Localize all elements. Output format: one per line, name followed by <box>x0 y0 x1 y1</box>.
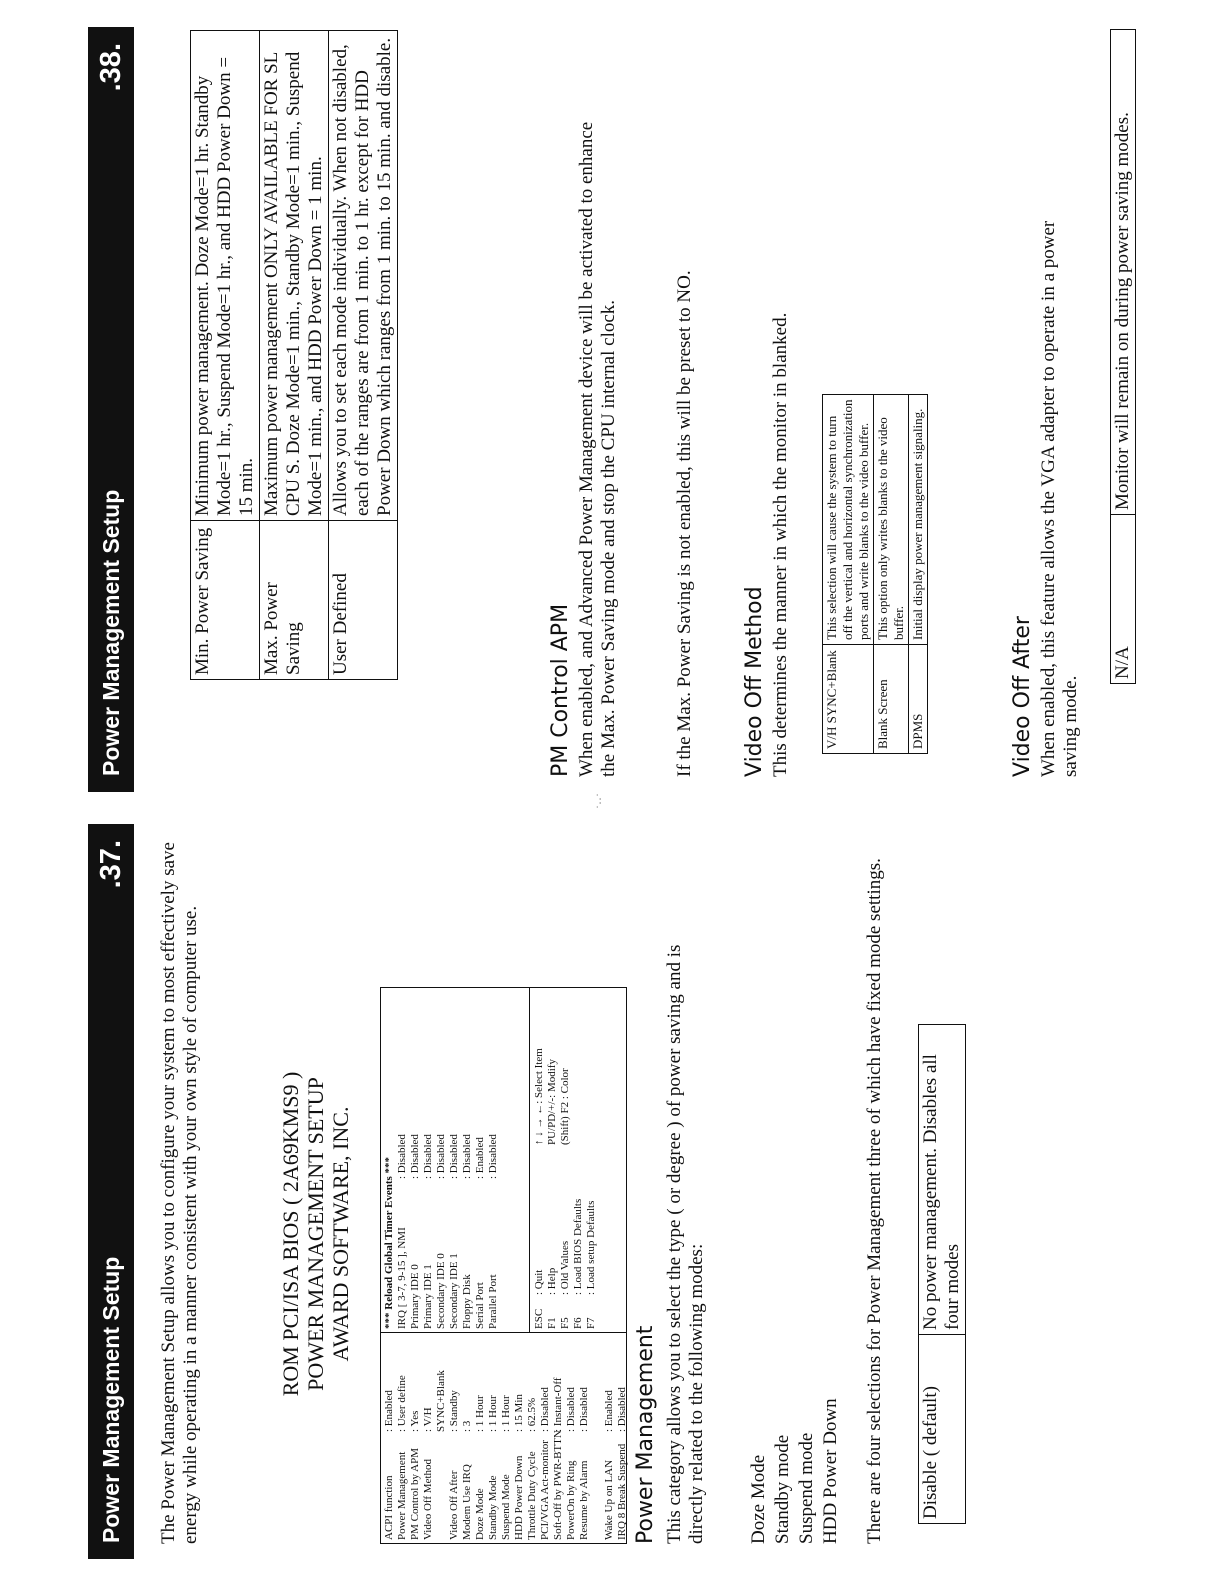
bios-setting-value: : Instant-Off <box>552 1377 564 1432</box>
table-row <box>329 31 398 680</box>
voa-paragraph: When enabled, this feature allows the VGA adapter to operate in a power saving mode. <box>1038 220 1081 777</box>
bios-event-value: : Disabled <box>448 1134 460 1179</box>
bios-key-row <box>572 991 585 1329</box>
bios-setting-name: HDD Power Down <box>513 1455 525 1540</box>
bios-setting-name: Video Off After <box>448 1470 460 1540</box>
bios-setting-row <box>500 1336 513 1540</box>
bios-event-name: Parallel Port <box>487 1274 499 1329</box>
bios-event-value: : Disabled <box>435 1134 447 1179</box>
bios-key: F7 <box>585 1317 597 1329</box>
bios-event-value: : Disabled <box>409 1134 421 1179</box>
bios-setting-row <box>616 1336 629 1540</box>
bios-key: F5 <box>559 1317 571 1329</box>
bios-setting-row <box>565 1336 578 1540</box>
bios-event-value: : Disabled <box>487 1134 499 1179</box>
option-cell: Max. Power Saving <box>260 521 329 680</box>
bios-key-action: : Load BIOS Defaults <box>572 1198 584 1295</box>
table-row <box>909 395 928 754</box>
bios-event-row <box>448 991 461 1329</box>
bios-title <box>278 1064 353 1404</box>
bios-event-name: Primary IDE 1 <box>422 1264 434 1329</box>
bios-setting-value: : Yes <box>409 1410 421 1432</box>
bios-key-extra: ↑ ↓ → ←: Select Item <box>533 1048 545 1145</box>
intro-paragraph: The Power Management Setup allows you to configure your system to most effectively save energy while operating in a manner consistent with your own style of computer use. <box>158 842 201 1544</box>
bios-key: ESC <box>533 1308 545 1329</box>
bios-setting-value: : Disabled <box>539 1387 551 1432</box>
table-row <box>874 395 909 754</box>
bios-setting-row <box>422 1336 435 1540</box>
scan-mark: ·‥· <box>590 792 604 809</box>
mode-item: Suspend mode <box>796 1432 817 1544</box>
option-cell: Blank Screen <box>874 645 909 754</box>
bios-setting-value: : 1 Hour <box>500 1395 512 1432</box>
description-cell: This option only writes blanks to the video buffer. <box>874 395 909 645</box>
bios-setting-row <box>474 1336 487 1540</box>
bios-setting-name: IRQ 8 Break Suspend <box>616 1443 629 1540</box>
bios-setting-row <box>396 1336 409 1540</box>
bios-setting-value: : 15 Min <box>513 1394 525 1432</box>
bios-setting-value: : 1 Hour <box>474 1395 486 1432</box>
description-cell: Maximum power management ONLY AVAILABLE FOR SL CPU S. Doze Mode=1 min., Standby Mode=1 min., Suspend Mode=1 min., and HDD Power Down = 1 min. <box>260 31 329 521</box>
bios-event-name: Secondary IDE 1 <box>448 1253 460 1329</box>
option-cell: Min. Power Saving <box>191 521 260 680</box>
page-37 <box>0 792 1224 1584</box>
bios-event-name: IRQ [ 3-7, 9-15 ], NMI <box>396 1227 408 1329</box>
option-cell: N/A <box>1111 515 1136 684</box>
pm-heading: Power Management <box>633 1325 658 1544</box>
bios-setting-value: : Disabled <box>565 1387 577 1432</box>
bios-title-line: ROM PCI/ISA BIOS ( 2A69KMS9 ) <box>278 1071 303 1397</box>
bios-setting-value: SYNC+Blank <box>435 1370 447 1432</box>
four-selections-paragraph: There are four selections for Power Management three of which have fixed mode settings. <box>864 858 885 1544</box>
bios-setting-name: Video Off Method <box>422 1458 434 1540</box>
bios-key-action: : Old Values <box>559 1240 571 1295</box>
bios-event-name: Primary IDE 0 <box>409 1264 421 1329</box>
bios-setting-value: : Disabled <box>578 1387 590 1432</box>
apm-heading: PM Control APM <box>548 603 573 777</box>
table-row <box>1111 30 1136 684</box>
option-cell: DPMS <box>909 645 928 754</box>
bios-event-value: : Disabled <box>461 1134 473 1179</box>
table-row <box>260 31 329 680</box>
mode-item: Doze Mode <box>748 1454 769 1544</box>
bios-setting-name: Doze Mode <box>474 1488 486 1540</box>
bios-event-value: : Disabled <box>396 1134 408 1179</box>
pm-paragraph: This category allows you to select the type ( or degree ) of power saving and is directly related to the following modes: <box>664 944 707 1544</box>
bios-event-name: Secondary IDE 0 <box>435 1253 447 1329</box>
bios-setting-row <box>513 1336 526 1540</box>
option-cell: V/H SYNC+Blank <box>823 645 874 754</box>
bios-setting-value: : V/H <box>422 1407 434 1432</box>
page-number: .37. <box>94 840 127 889</box>
option-cell: Disable ( default) <box>919 1335 966 1524</box>
bios-title-line: POWER MANAGEMENT SETUP <box>303 1077 328 1391</box>
bios-setting-value: : 62.5% <box>526 1397 538 1432</box>
bios-setting-row <box>487 1336 500 1540</box>
bios-settings-column <box>381 1332 629 1543</box>
bios-event-row <box>474 991 487 1329</box>
bios-setting-row <box>552 1336 565 1540</box>
description-cell: This selection will cause the system to turn off the vertical and horizontal synchronization ports and write blanks to the video buffer. <box>823 395 874 645</box>
page-header <box>88 824 134 1559</box>
video-off-method-table <box>822 394 928 754</box>
bios-setting-row <box>461 1336 474 1540</box>
page-number: .38. <box>94 43 127 92</box>
default-mode-table <box>918 1024 966 1524</box>
bios-key: F1 <box>546 1317 558 1329</box>
bios-events-title: *** Reload Global Timer Events *** <box>383 1156 395 1329</box>
bios-key-row <box>585 991 598 1329</box>
bios-key: F6 <box>572 1317 584 1329</box>
bios-event-value: : Disabled <box>422 1134 434 1179</box>
bios-event-value: : Enabled <box>474 1137 486 1179</box>
bios-setting-name: PM Control by APM <box>409 1448 421 1540</box>
bios-title-line: AWARD SOFTWARE, INC. <box>328 1106 353 1362</box>
bios-event-row <box>409 991 422 1329</box>
bios-key-row <box>559 991 572 1329</box>
bios-setting-row <box>539 1336 552 1540</box>
bios-setting-value: : Standby <box>448 1390 460 1432</box>
description-cell: Monitor will remain on during power saving modes. <box>1111 30 1136 515</box>
bios-setting-row <box>578 1336 591 1540</box>
bios-setting-row <box>409 1336 422 1540</box>
bios-setting-row <box>526 1336 539 1540</box>
option-cell: User Defined <box>329 521 398 680</box>
vom-heading: Video Off Method <box>742 586 767 777</box>
bios-key-extra: PU/PD/+/-: Modify <box>546 1059 558 1145</box>
table-row <box>823 395 874 754</box>
bios-event-row <box>435 991 448 1329</box>
bios-setting-value: : 3 <box>461 1420 473 1432</box>
bios-key-action: : Quit <box>533 1269 545 1295</box>
bios-events-panel <box>381 988 530 1332</box>
description-cell: No power management. Disables all four modes <box>919 1025 966 1335</box>
bios-setting-name: Suspend Mode <box>500 1474 512 1540</box>
description-cell: Allows you to set each mode individually. When not disabled, each of the ranges are from 1 min. to 1 hr. except for HDD Power Down which ranges from 1 min. to 15 min. and disable. <box>329 31 398 521</box>
table-row <box>919 1025 966 1524</box>
header-title: Power Management Setup <box>97 1256 124 1543</box>
bios-key-extra: (Shift) F2 : Color <box>559 1068 571 1145</box>
bios-setting-row <box>435 1336 448 1540</box>
bios-event-row <box>396 991 409 1329</box>
bios-setting-name: Resume by Alarm <box>578 1460 590 1540</box>
bios-setting-name: PCI/VGA Act-monitor <box>539 1440 551 1540</box>
vom-paragraph: This determines the manner in which the monitor in blanked. <box>770 312 791 777</box>
bios-setting-row <box>603 1336 616 1540</box>
bios-setting-row <box>591 1336 603 1540</box>
bios-setting-name: Throttle Duty Cycle <box>526 1451 538 1540</box>
mode-item: Standby mode <box>772 1434 793 1544</box>
bios-setting-value: : 1 Hour <box>487 1395 499 1432</box>
bios-event-row <box>461 991 474 1329</box>
bios-setting-name: Power Management <box>396 1451 408 1540</box>
bios-event-name: Floppy Disk <box>461 1274 473 1329</box>
apm-note: If the Max. Power Saving is not enabled, this will be preset to NO. <box>674 270 695 777</box>
bios-setting-name: Wake Up on LAN <box>603 1459 616 1540</box>
bios-setting-name: PowerOn by Ring <box>565 1460 577 1540</box>
apm-paragraph: When enabled, and Advanced Power Management device will be activated to enhance the Max. Power Saving mode and stop the CPU internal clock. <box>576 121 619 777</box>
power-saving-table <box>190 30 398 680</box>
bios-keys-panel <box>530 988 626 1332</box>
bios-key-action: : Help <box>546 1267 558 1295</box>
bios-key-row <box>546 991 559 1329</box>
page-header <box>88 27 134 792</box>
bios-event-row <box>422 991 435 1329</box>
bios-setting-value: : Enabled <box>383 1390 395 1432</box>
bios-event-name: Serial Port <box>474 1282 486 1329</box>
bios-setting-name: Standby Mode <box>487 1475 499 1540</box>
bios-setting-name: Soft-Off by PWR-BTTN <box>552 1430 564 1540</box>
bios-event-row <box>487 991 500 1329</box>
video-off-after-table <box>1110 29 1136 684</box>
description-cell: Initial display power management signaling. <box>909 395 928 645</box>
description-cell: Minimum power management. Doze Mode=1 hr. Standby Mode=1 hr., Suspend Mode=1 hr., and HDD Power Down = 15 min. <box>191 31 260 521</box>
table-row <box>191 31 260 680</box>
header-title: Power Management Setup <box>97 489 124 776</box>
mode-item: HDD Power Down <box>820 1398 841 1544</box>
voa-heading: Video Off After <box>1010 616 1035 777</box>
bios-key-action: : Load setup Defaults <box>585 1200 597 1295</box>
bios-setting-row <box>448 1336 461 1540</box>
bios-setting-name <box>591 1432 603 1540</box>
bios-setting-name: Modem Use IRQ <box>461 1464 473 1540</box>
bios-setting-name <box>435 1432 448 1540</box>
bios-setting-name: ACPI function <box>383 1475 395 1540</box>
bios-key-row <box>533 991 546 1329</box>
bios-setting-value: : User define <box>396 1375 408 1432</box>
bios-setting-value: : Disabled <box>616 1387 629 1432</box>
bios-setting-value: : Enabled <box>603 1390 616 1432</box>
bios-screen <box>380 987 627 1544</box>
bios-setting-row <box>383 1336 396 1540</box>
